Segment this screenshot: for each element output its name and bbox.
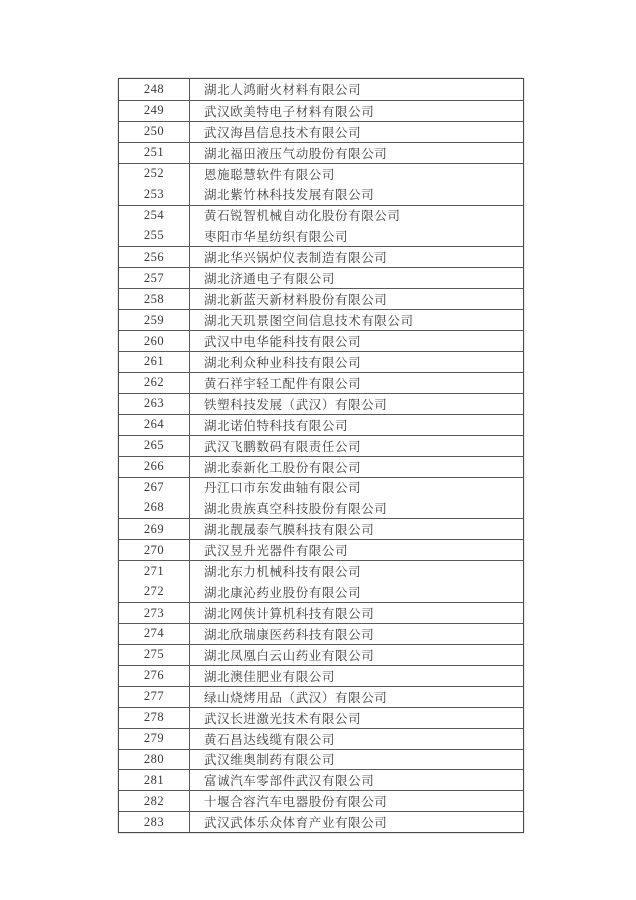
company-name-cell: 湖北凤凰白云山药业有限公司: [204, 648, 375, 663]
company-name-cell: 武汉飞鹏数码有限责任公司: [204, 439, 362, 454]
company-name-cell: 武汉昱升光器件有限公司: [204, 544, 349, 559]
company-name-cell: 武汉欧美特电子材料有限公司: [204, 104, 375, 119]
company-name-cell: 武汉武体乐众体育产业有限公司: [204, 816, 388, 831]
table-row: [119, 477, 523, 498]
company-name-cell: 湖北东力机械科技有限公司: [204, 565, 362, 580]
company-name-cell: 湖北福田液压气动股份有限公司: [204, 146, 388, 161]
row-number-cell: 279: [119, 729, 190, 749]
company-name-cell: 湖北欣瑞康医药科技有限公司: [204, 627, 375, 642]
table-row: [119, 790, 523, 811]
row-number-cell: 273: [119, 603, 190, 623]
row-number-cell: 266: [119, 457, 190, 477]
company-name-cell: 湖北华兴锅炉仪表制造有限公司: [204, 251, 388, 266]
row-number-cell: 265: [119, 436, 190, 456]
table-row: [119, 414, 523, 435]
table-row: [119, 497, 523, 518]
company-name-cell: 湖北贵族真空科技股份有限公司: [204, 501, 388, 516]
table-row: [119, 163, 523, 184]
company-name-cell: 湖北紫竹林科技发展有限公司: [204, 188, 375, 203]
table-row: [119, 539, 523, 560]
table-row: [119, 518, 523, 539]
table-row: [119, 246, 523, 267]
table-row: [119, 330, 523, 351]
table-row: [119, 602, 523, 623]
row-number-cell: 283: [119, 812, 190, 832]
company-name-cell: 富诚汽车零部件武汉有限公司: [204, 774, 375, 789]
company-name-cell: 湖北天玑景图空间信息技术有限公司: [204, 314, 414, 329]
table-row: [119, 456, 523, 477]
company-name-cell: 恩施聪慧软件有限公司: [204, 167, 336, 182]
row-number-cell: 262: [119, 373, 190, 393]
table-row: [119, 100, 523, 121]
table-row: [119, 644, 523, 665]
company-name-cell: 湖北济通电子有限公司: [204, 272, 336, 287]
company-name-cell: 武汉海昌信息技术有限公司: [204, 125, 362, 140]
row-number-cell: 268: [119, 497, 190, 518]
row-number-cell: 255: [119, 225, 190, 246]
table-row: [119, 351, 523, 372]
company-name-cell: 湖北新蓝天新材料股份有限公司: [204, 293, 388, 308]
row-number-cell: 281: [119, 770, 190, 790]
row-number-cell: 270: [119, 540, 190, 560]
table-row: [119, 267, 523, 288]
table-row: [119, 686, 523, 707]
row-number-cell: 276: [119, 666, 190, 686]
row-number-cell: 259: [119, 310, 190, 330]
company-name-cell: 湖北康沁药业股份有限公司: [204, 585, 362, 600]
row-number-cell: 280: [119, 750, 190, 770]
table-row: [119, 623, 523, 644]
table-row: [119, 372, 523, 393]
row-number-cell: 254: [119, 206, 190, 226]
company-name-cell: 武汉中电华能科技有限公司: [204, 335, 362, 350]
row-number-cell: 263: [119, 394, 190, 414]
company-name-cell: 湖北网侠计算机科技有限公司: [204, 607, 375, 621]
company-name-cell: 丹江口市东发曲轴有限公司: [204, 481, 362, 496]
table-row: [119, 184, 523, 205]
company-name-cell: 枣阳市华星纺织有限公司: [204, 229, 349, 244]
company-name-cell: 黄石锐智机械自动化股份有限公司: [204, 209, 401, 224]
table-row: [119, 769, 523, 790]
table-row: [119, 79, 523, 100]
row-number-cell: 251: [119, 143, 190, 163]
company-name-cell: 湖北利众种业科技有限公司: [204, 355, 362, 370]
table-row: [119, 811, 523, 832]
table-row: [119, 560, 523, 581]
table-row: [119, 707, 523, 728]
row-number-cell: 256: [119, 247, 190, 267]
table-row: [119, 288, 523, 309]
company-name-cell: 湖北泰新化工股份有限公司: [204, 460, 362, 475]
table-row: [119, 142, 523, 163]
table-row: [119, 728, 523, 749]
company-name-cell: 湖北澳佳肥业有限公司: [204, 669, 336, 684]
row-number-cell: 267: [119, 478, 190, 498]
row-number-cell: 282: [119, 791, 190, 811]
company-name-cell: 十堰合容汽车电器股份有限公司: [204, 795, 388, 810]
company-name-cell: 黄石祥宇轻工配件有限公司: [204, 376, 362, 391]
company-table: [118, 78, 524, 833]
row-number-cell: 250: [119, 122, 190, 142]
row-number-cell: 264: [119, 415, 190, 435]
table-row: [119, 665, 523, 686]
company-name-cell: 湖北人鸿耐火材料有限公司: [204, 83, 362, 98]
row-number-cell: 272: [119, 581, 190, 602]
table-row: [119, 581, 523, 602]
company-name-cell: 黄石昌达线缆有限公司: [204, 732, 336, 747]
table-row: [119, 749, 523, 770]
row-number-cell: 260: [119, 331, 190, 351]
table-row: [119, 435, 523, 456]
row-number-cell: 275: [119, 645, 190, 665]
table-row: [119, 225, 523, 246]
table-row: [119, 393, 523, 414]
company-name-cell: 铁塑科技发展（武汉）有限公司: [204, 397, 388, 412]
row-number-cell: 274: [119, 624, 190, 644]
row-number-cell: 253: [119, 184, 190, 205]
row-number-cell: 271: [119, 561, 190, 581]
row-number-cell: 277: [119, 687, 190, 707]
row-number-cell: 258: [119, 289, 190, 309]
company-name-cell: 武汉维奥制药有限公司: [204, 753, 336, 768]
row-number-cell: 261: [119, 352, 190, 372]
table-row: [119, 205, 523, 226]
table-row: [119, 121, 523, 142]
company-name-cell: 绿山烧烤用品（武汉）有限公司: [204, 690, 388, 705]
row-number-cell: 278: [119, 708, 190, 728]
row-number-cell: 249: [119, 101, 190, 121]
company-name-cell: 湖北诺伯特科技有限公司: [204, 418, 349, 433]
table-row: [119, 309, 523, 330]
row-number-cell: 269: [119, 519, 190, 539]
row-number-cell: 248: [119, 79, 190, 100]
row-number-cell: 252: [119, 164, 190, 184]
row-number-cell: 257: [119, 268, 190, 288]
company-name-cell: 武汉长进激光技术有限公司: [204, 711, 362, 726]
company-name-cell: 湖北靓晟泰气膜科技有限公司: [204, 523, 375, 538]
